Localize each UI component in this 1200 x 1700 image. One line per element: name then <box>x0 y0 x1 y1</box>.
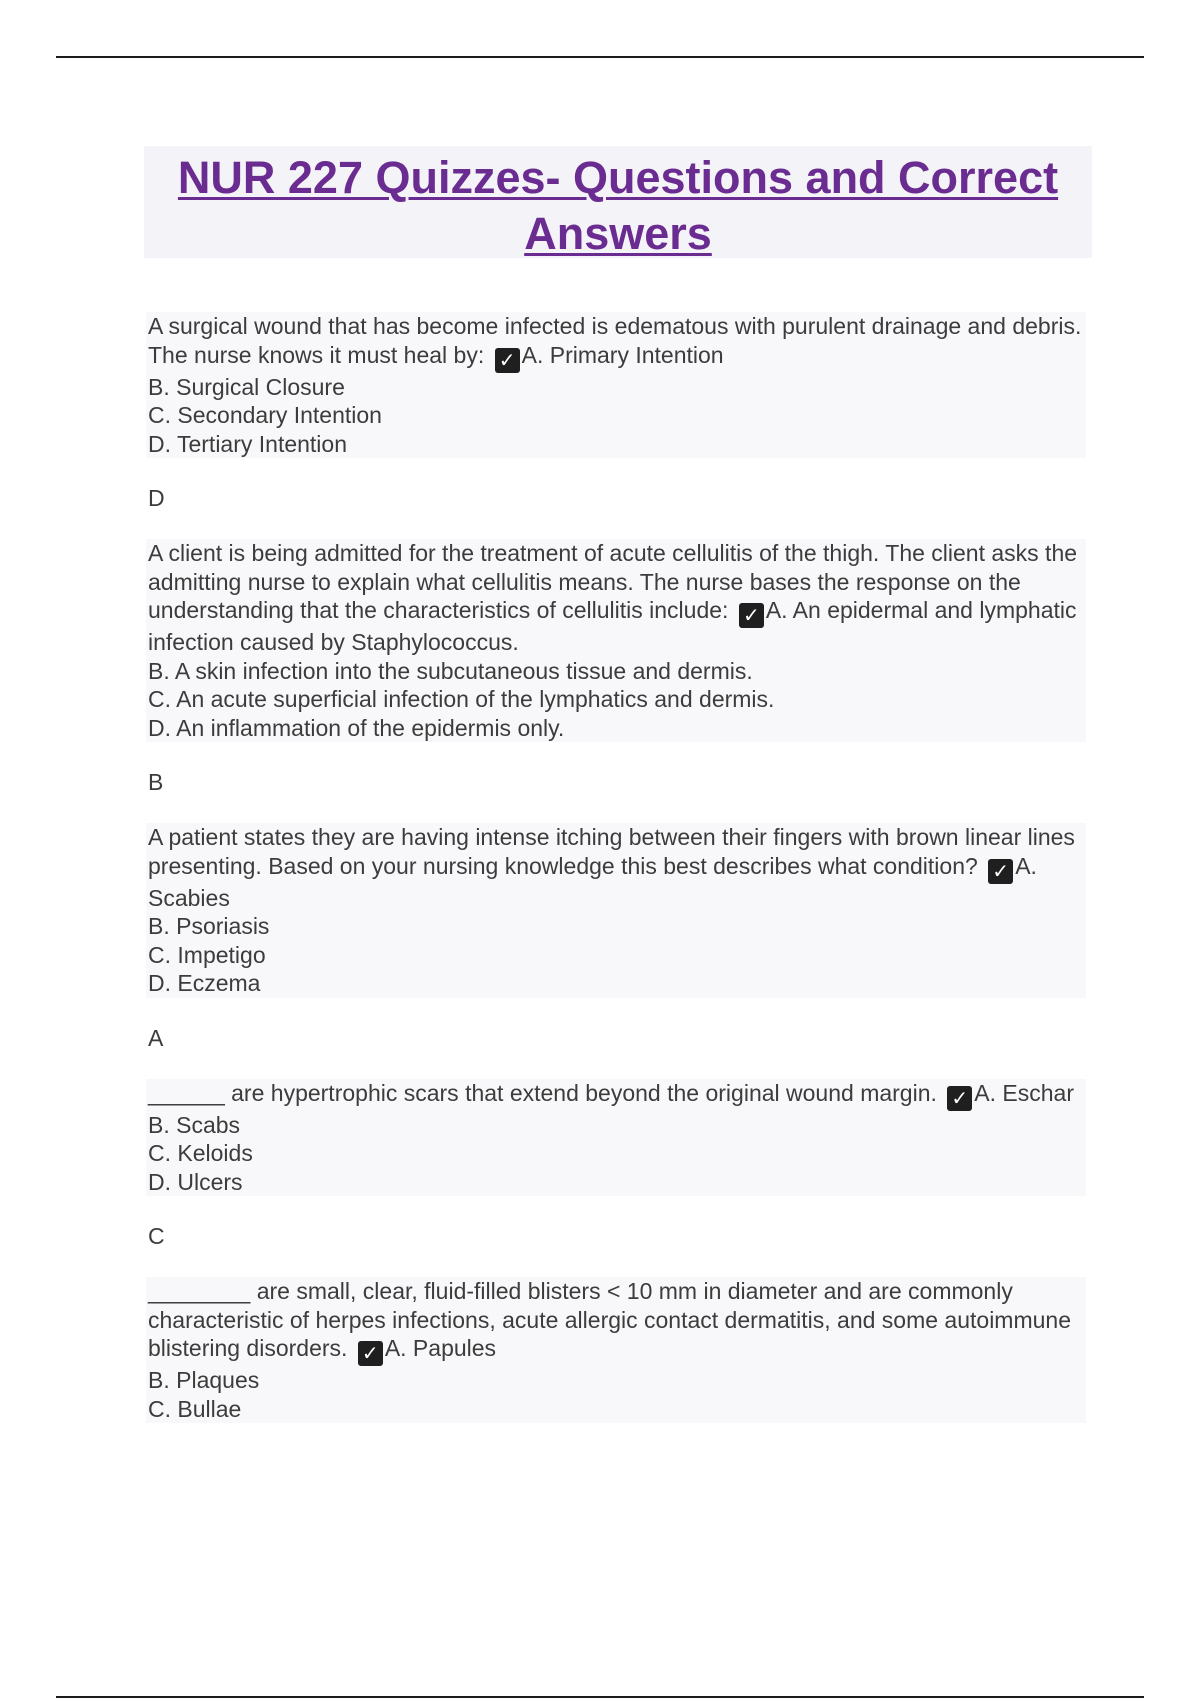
bottom-rule <box>56 1696 1144 1698</box>
correct-answer: B <box>148 769 164 795</box>
option-c: C. Secondary Intention <box>148 402 382 428</box>
option-c: C. Impetigo <box>148 941 266 968</box>
option-a: A. Papules <box>384 1335 497 1361</box>
checkmark-icon: ✓ <box>358 1341 383 1366</box>
option-c: C. Keloids <box>148 1140 253 1166</box>
quiz-content <box>146 312 1086 1423</box>
checkmark-icon: ✓ <box>495 348 520 373</box>
question-stem: ________ are small, clear, fluid-filled blisters < 10 mm in diameter and are commonly characteristic of herpes infections, acute allergic contact dermatitis, and some autoimmune blistering disorders. <box>148 1278 1071 1361</box>
option-c: C. An acute superficial infection of the lymphatics and dermis. <box>148 686 775 712</box>
question-stem: A surgical wound that has become infected is edematous with purulent drainage and debris. The nurse knows it must heal by: <box>148 313 1082 368</box>
correct-answer: A <box>148 1024 164 1051</box>
question-block <box>146 823 1086 998</box>
question-stem: A client is being admitted for the treatment of acute cellulitis of the thigh. The client asks the admitting nurse to explain what cellulitis means. The nurse bases the response on the understanding that the characteristics of cellulitis include: <box>148 540 1078 623</box>
option-a: A. An epidermal and lymphatic infection caused by Staphylococcus. <box>148 597 1077 655</box>
option-b: B. Plaques <box>148 1367 260 1393</box>
option-c: C. Bullae <box>148 1395 242 1422</box>
option-a: A. Scabies <box>148 852 1037 911</box>
option-d: D. Ulcers <box>148 1168 243 1195</box>
option-a: A. Eschar <box>974 1079 1074 1106</box>
question-stem: ______ are hypertrophic scars that extend beyond the original wound margin. <box>148 1079 937 1106</box>
checkmark-icon: ✓ <box>947 1086 972 1111</box>
option-d: D. An inflammation of the epidermis only. <box>148 714 565 741</box>
question-block <box>146 312 1086 458</box>
option-b: B. Psoriasis <box>148 913 270 939</box>
option-b: B. A skin infection into the subcutaneous tissue and dermis. <box>148 657 753 684</box>
correct-answer: C <box>148 1223 165 1249</box>
checkmark-icon: ✓ <box>739 603 764 628</box>
option-d: D. Eczema <box>148 970 261 996</box>
question-block <box>146 539 1086 742</box>
question-block <box>146 1079 1086 1197</box>
title-banner <box>144 146 1092 258</box>
option-b: B. Scabs <box>148 1111 241 1138</box>
option-a: A. Primary Intention <box>521 341 724 368</box>
top-rule <box>56 56 1144 58</box>
question-block <box>146 1277 1086 1423</box>
correct-answer: D <box>148 485 165 511</box>
option-d: D. Tertiary Intention <box>148 430 348 457</box>
page-title: NUR 227 Quizzes- Questions and Correct Answers <box>177 152 1059 259</box>
option-b: B. Surgical Closure <box>148 373 345 400</box>
question-stem: A patient states they are having intense itching between their fingers with brown linear lines presenting. Based on your nursing knowledge this best describes what condition? <box>148 824 1075 879</box>
checkmark-icon: ✓ <box>988 859 1013 884</box>
